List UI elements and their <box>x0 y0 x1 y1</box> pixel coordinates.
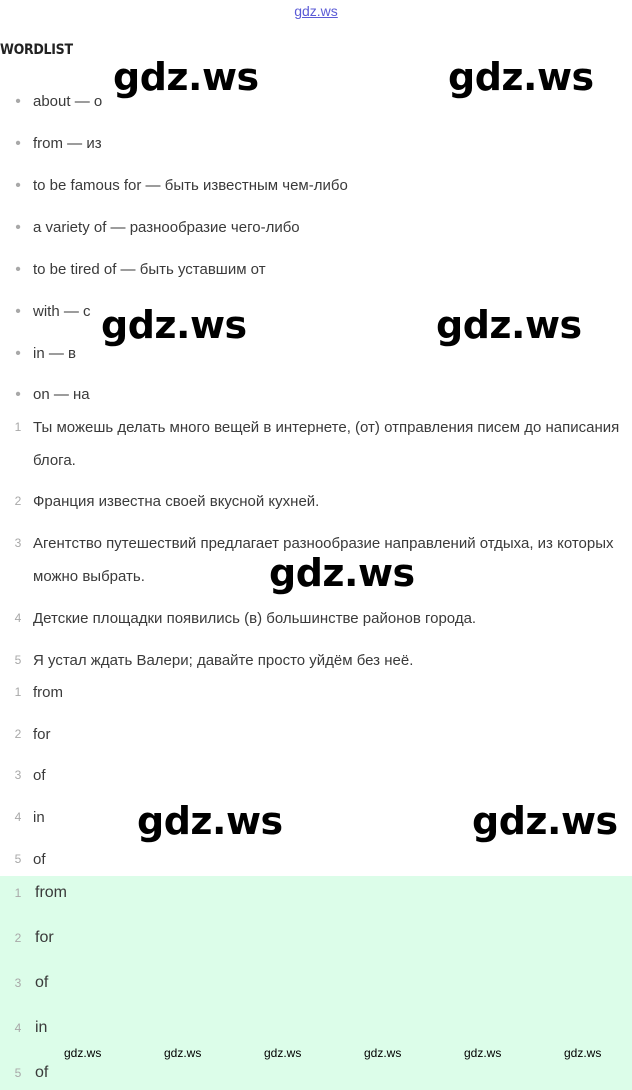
watermark-small: gdz.ws <box>464 1046 502 1060</box>
watermark-small: gdz.ws <box>364 1046 402 1060</box>
watermark: gdz.ws <box>448 55 594 99</box>
top-site-link[interactable]: gdz.ws <box>294 3 338 19</box>
watermark-small: gdz.ws <box>164 1046 202 1060</box>
watermark: gdz.ws <box>137 799 283 843</box>
footer-watermark-row <box>0 1046 632 1064</box>
bullet-icon: • <box>15 303 21 320</box>
highlighted-answers-panel: 1 from 2 for 3 of 4 in 5 of <box>0 876 632 1090</box>
bullet-icon: • <box>15 177 21 194</box>
watermark: gdz.ws <box>436 303 582 347</box>
bullet-icon: • <box>15 345 21 362</box>
bullet-icon: • <box>15 219 21 236</box>
wordlist-heading: WORDLIST <box>0 42 73 58</box>
watermark: gdz.ws <box>269 551 415 595</box>
watermark: gdz.ws <box>113 55 259 99</box>
bullet-icon: • <box>15 386 21 403</box>
watermark: gdz.ws <box>101 303 247 347</box>
watermark-small: gdz.ws <box>564 1046 602 1060</box>
watermark-small: gdz.ws <box>64 1046 102 1060</box>
bullet-icon: • <box>15 135 21 152</box>
bullet-icon: • <box>15 261 21 278</box>
bullet-icon: • <box>15 93 21 110</box>
watermark: gdz.ws <box>472 799 618 843</box>
watermark-small: gdz.ws <box>264 1046 302 1060</box>
